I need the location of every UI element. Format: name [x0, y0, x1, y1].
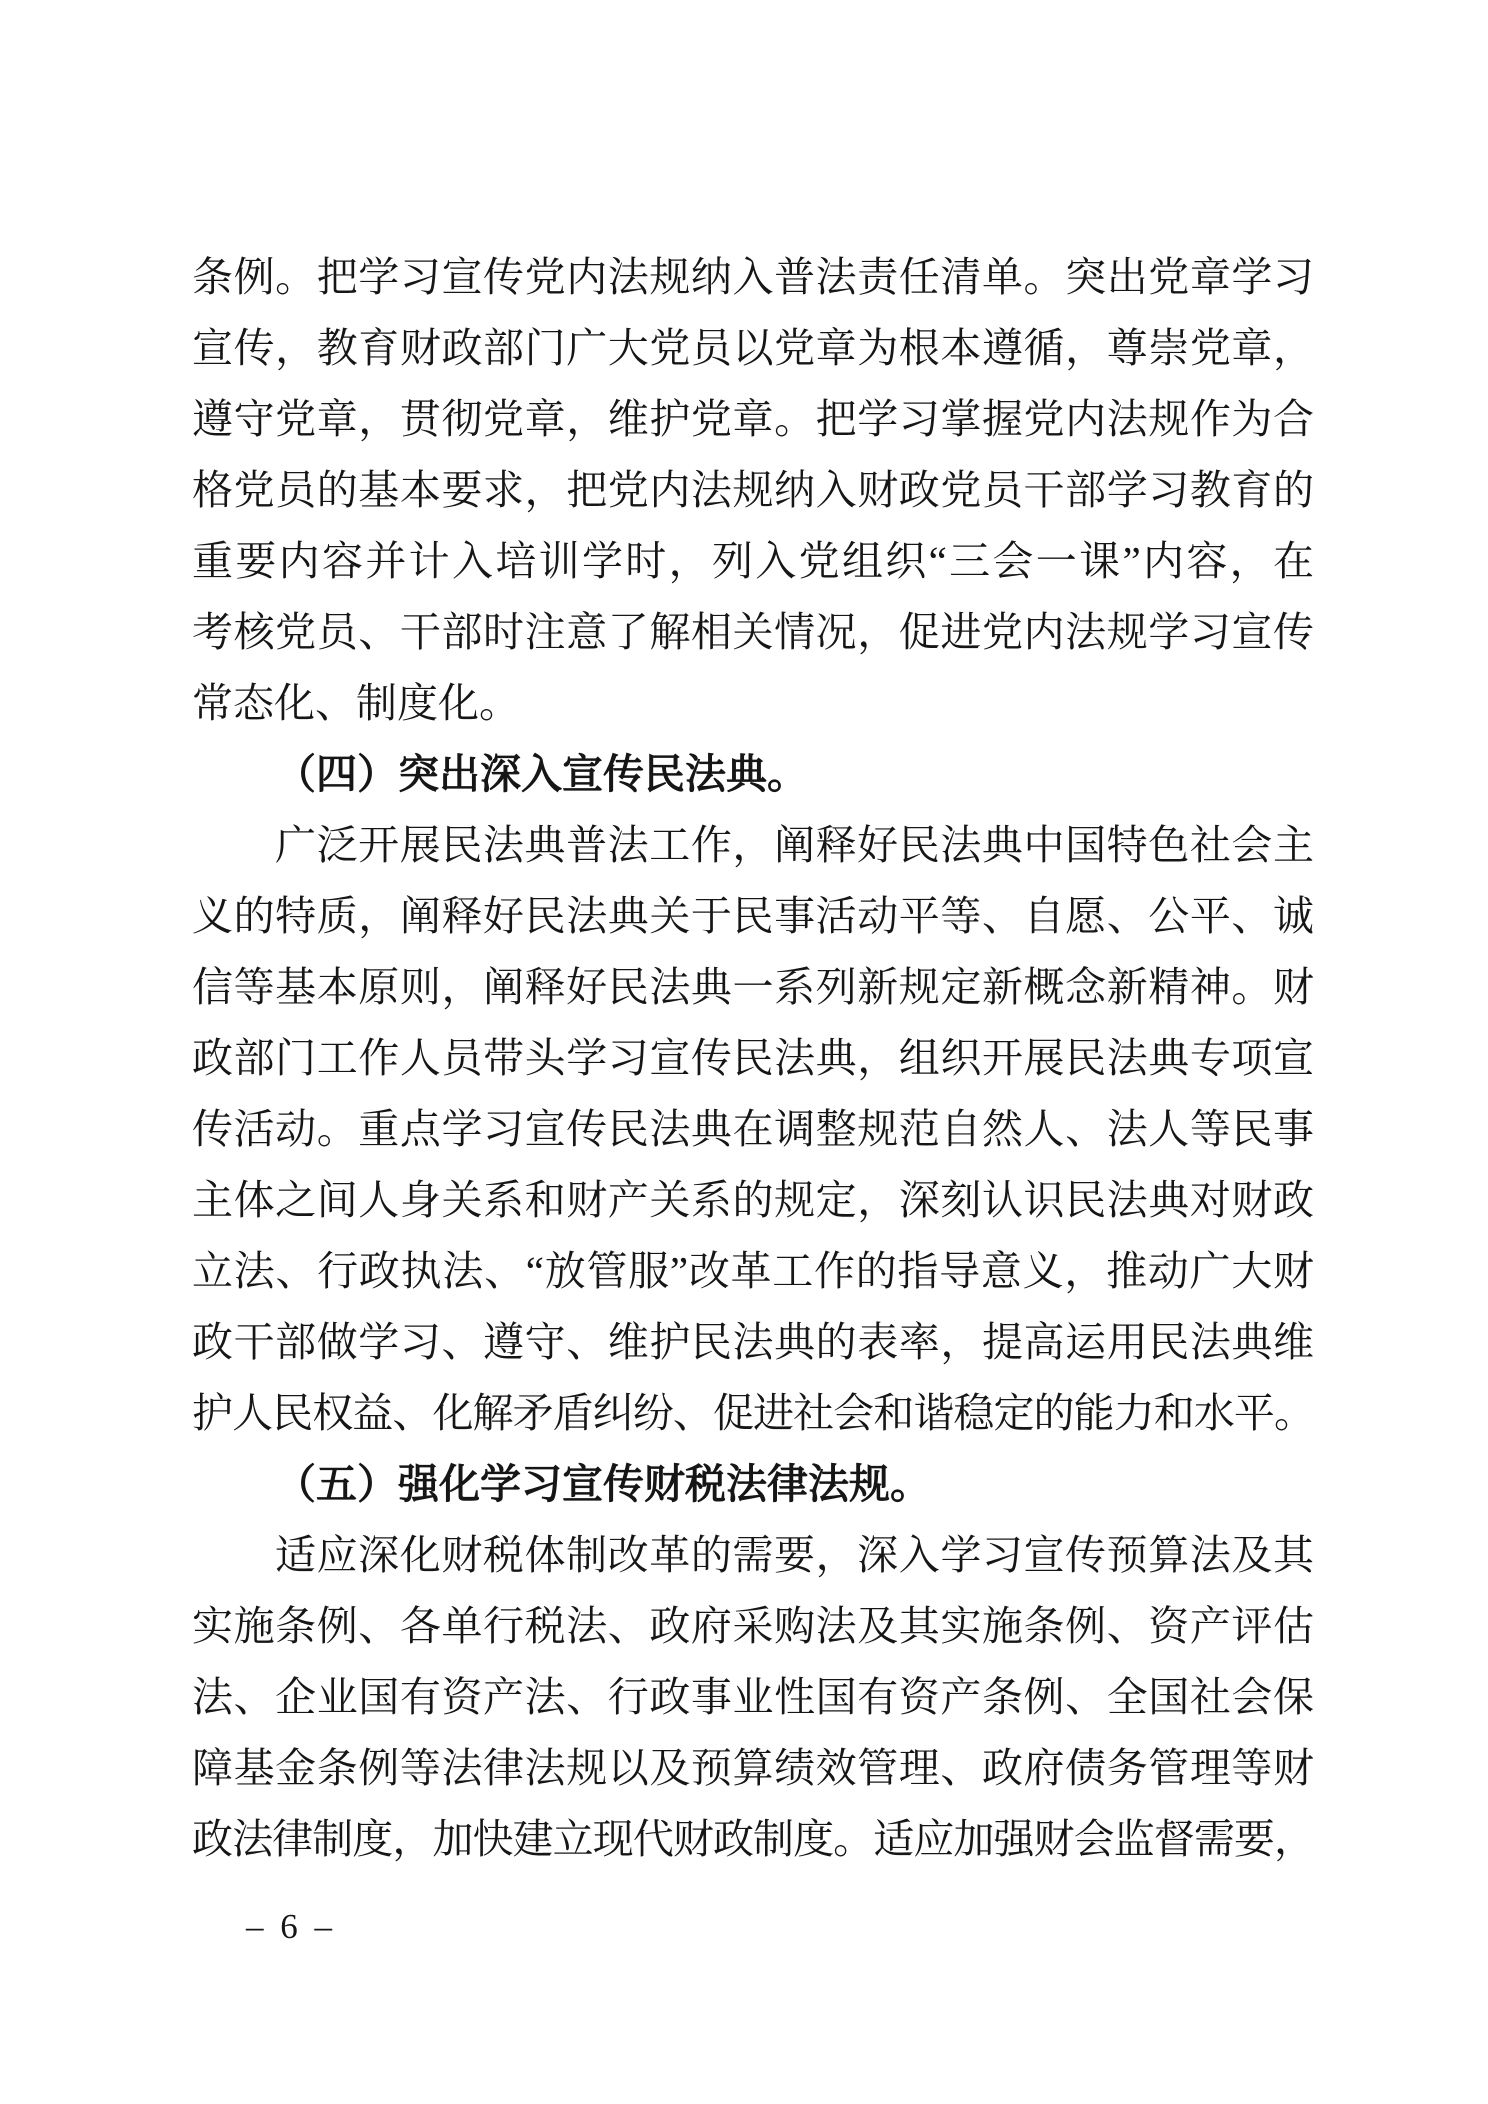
body-line: 传活动。重点学习宣传民法典在调整规范自然人、法人等民事	[192, 1106, 1314, 1152]
body-line: 护人民权益、化解矛盾纠纷、促进社会和谐稳定的能力和水平。	[192, 1390, 1314, 1436]
body-line: 政部门工作人员带头学习宣传民法典，组织开展民法典专项宣	[192, 1035, 1314, 1081]
body-line: 立法、行政执法、“放管服”改革工作的指导意义，推动广大财	[192, 1248, 1314, 1294]
body-line: 障基金条例等法律法规以及预算绩效管理、政府债务管理等财	[192, 1745, 1314, 1791]
body-line: 信等基本原则，阐释好民法典一系列新规定新概念新精神。财	[192, 964, 1314, 1010]
body-line: 条例。把学习宣传党内法规纳入普法责任清单。突出党章学习	[192, 254, 1314, 300]
body-line: 主体之间人身关系和财产关系的规定，深刻认识民法典对财政	[192, 1177, 1314, 1223]
body-line: 法、企业国有资产法、行政事业性国有资产条例、全国社会保	[192, 1674, 1314, 1720]
body-line: 义的特质，阐释好民法典关于民事活动平等、自愿、公平、诚	[192, 893, 1314, 939]
body-line: 实施条例、各单行税法、政府采购法及其实施条例、资产评估	[192, 1603, 1314, 1649]
body-line: 适应深化财税体制改革的需要，深入学习宣传预算法及其	[275, 1532, 1314, 1578]
body-line: 格党员的基本要求，把党内法规纳入财政党员干部学习教育的	[192, 467, 1314, 513]
document-body	[192, 242, 1314, 1875]
body-line: 考核党员、干部时注意了解相关情况，促进党内法规学习宣传	[192, 609, 1314, 655]
body-line: 宣传，教育财政部门广大党员以党章为根本遵循，尊崇党章，	[192, 325, 1314, 371]
section-heading: （五）强化学习宣传财税法律法规。	[275, 1461, 931, 1507]
body-line: 常态化、制度化。	[192, 680, 520, 726]
page-number: – 6 –	[246, 1907, 336, 1946]
body-line: 重要内容并计入培训学时，列入党组织“三会一课”内容，在	[192, 538, 1314, 584]
body-line: 政法律制度，加快建立现代财政制度。适应加强财会监督需要，	[192, 1816, 1314, 1862]
section-heading: （四）突出深入宣传民法典。	[275, 751, 808, 797]
body-line: 政干部做学习、遵守、维护民法典的表率，提高运用民法典维	[192, 1319, 1314, 1365]
body-line: 广泛开展民法典普法工作，阐释好民法典中国特色社会主	[275, 822, 1314, 868]
body-line: 遵守党章，贯彻党章，维护党章。把学习掌握党内法规作为合	[192, 396, 1314, 442]
